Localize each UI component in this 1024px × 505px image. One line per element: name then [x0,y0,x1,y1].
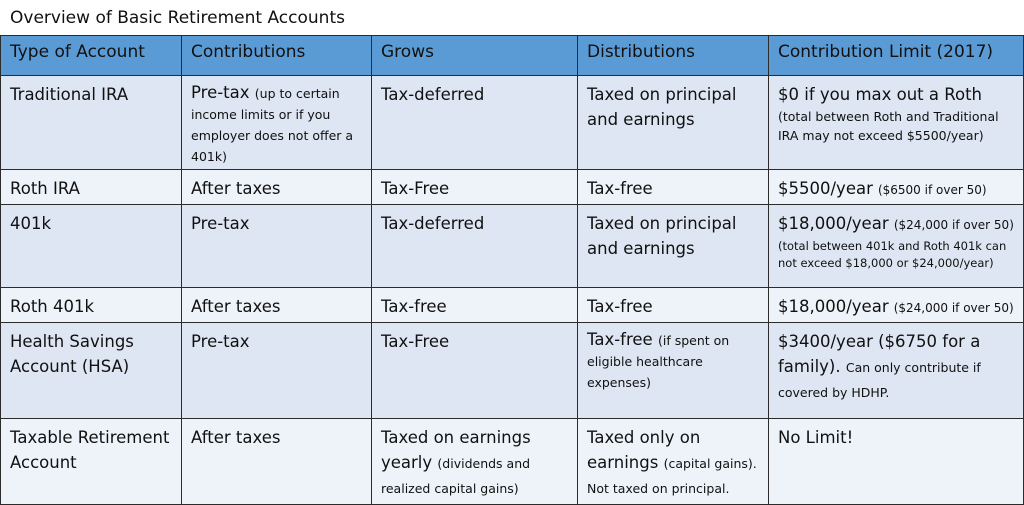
cell-distributions [578,288,769,323]
header-distributions: Distributions [578,36,769,76]
retirement-accounts-table [0,35,1024,505]
cell-distributions [578,76,769,170]
type-text: Taxable Retirement Account [10,428,170,472]
limit-note: (total between Roth and Traditional IRA may not exceed $5500/year) [778,109,999,143]
cell-distributions [578,170,769,205]
page-title: Overview of Basic Retirement Accounts [10,8,345,28]
cell-distributions [578,323,769,419]
grows-text: Tax-Free [381,179,450,198]
table-row [1,170,1024,205]
dist-text: Tax-free [587,330,653,349]
cell-grows [372,170,578,205]
limit-note: Can only contribute if covered by HDHP. [778,360,981,400]
table-row [1,76,1024,170]
table-row [1,288,1024,323]
limit-text: $18,000/year [778,297,889,316]
limit-text: No Limit! [778,428,854,447]
dist-text: Taxed only on earnings [587,428,701,472]
limit-text: $18,000/year [778,214,889,233]
type-text: Health Savings Account (HSA) [10,332,134,376]
cell-contributions [182,76,372,170]
limit-note: ($6500 if over 50) [877,183,987,197]
cell-limit [769,205,1024,288]
contrib-text: Pre-tax [191,214,250,233]
grows-text: Tax-Free [381,332,450,351]
contrib-text: Pre-tax [191,332,250,351]
cell-type [1,288,182,323]
limit-text: $3400/year ($6750 for a family). [778,332,981,376]
contrib-text: After taxes [191,428,281,447]
cell-limit [769,170,1024,205]
table-row [1,205,1024,288]
cell-grows [372,205,578,288]
contrib-text: After taxes [191,179,281,198]
header-type: Type of Account [1,36,182,76]
limit-note-2: (total between 401k and Roth 401k can not exceed $18,000 or $24,000/year) [778,239,1007,270]
contrib-note: (up to certain income limits or if you employer does not offer a 401k) [191,86,354,164]
type-text: Roth IRA [10,179,80,198]
cell-contributions [182,205,372,288]
contrib-text: After taxes [191,297,281,316]
grows-text: Tax-deferred [381,85,485,104]
limit-text: $5500/year [778,179,873,198]
limit-note: ($24,000 if over 50) [893,301,1014,315]
grows-text: Tax-free [381,297,447,316]
cell-type [1,205,182,288]
cell-limit [769,76,1024,170]
cell-limit [769,288,1024,323]
limit-text: $0 if you max out a Roth [778,85,983,104]
dist-note: (capital gains). Not taxed on principal. [587,456,757,496]
cell-contributions [182,288,372,323]
cell-contributions [182,170,372,205]
type-text: Roth 401k [10,297,95,316]
cell-type [1,76,182,170]
header-limit: Contribution Limit (2017) [769,36,1024,76]
limit-note: ($24,000 if over 50) [893,218,1014,232]
dist-text: Taxed on principal and earnings [587,85,737,129]
cell-limit [769,323,1024,419]
contrib-text: Pre-tax [191,83,250,102]
grows-text: Taxed on earnings yearly [381,428,531,472]
cell-grows [372,76,578,170]
dist-text: Tax-free [587,179,653,198]
dist-note: (if spent on eligible healthcare expenses) [587,333,730,390]
cell-type [1,323,182,419]
cell-contributions [182,323,372,419]
cell-grows [372,288,578,323]
dist-text: Tax-free [587,297,653,316]
type-text: 401k [10,214,52,233]
type-text: Traditional IRA [10,85,129,104]
dist-text: Taxed on principal and earnings [587,214,737,258]
cell-type [1,170,182,205]
header-contributions: Contributions [182,36,372,76]
grows-text: Tax-deferred [381,214,485,233]
header-grows: Grows [372,36,578,76]
cell-distributions [578,205,769,288]
grows-note: (dividends and realized capital gains) [381,456,531,496]
cell-grows [372,323,578,419]
table-row [1,323,1024,419]
header-row [1,36,1024,76]
